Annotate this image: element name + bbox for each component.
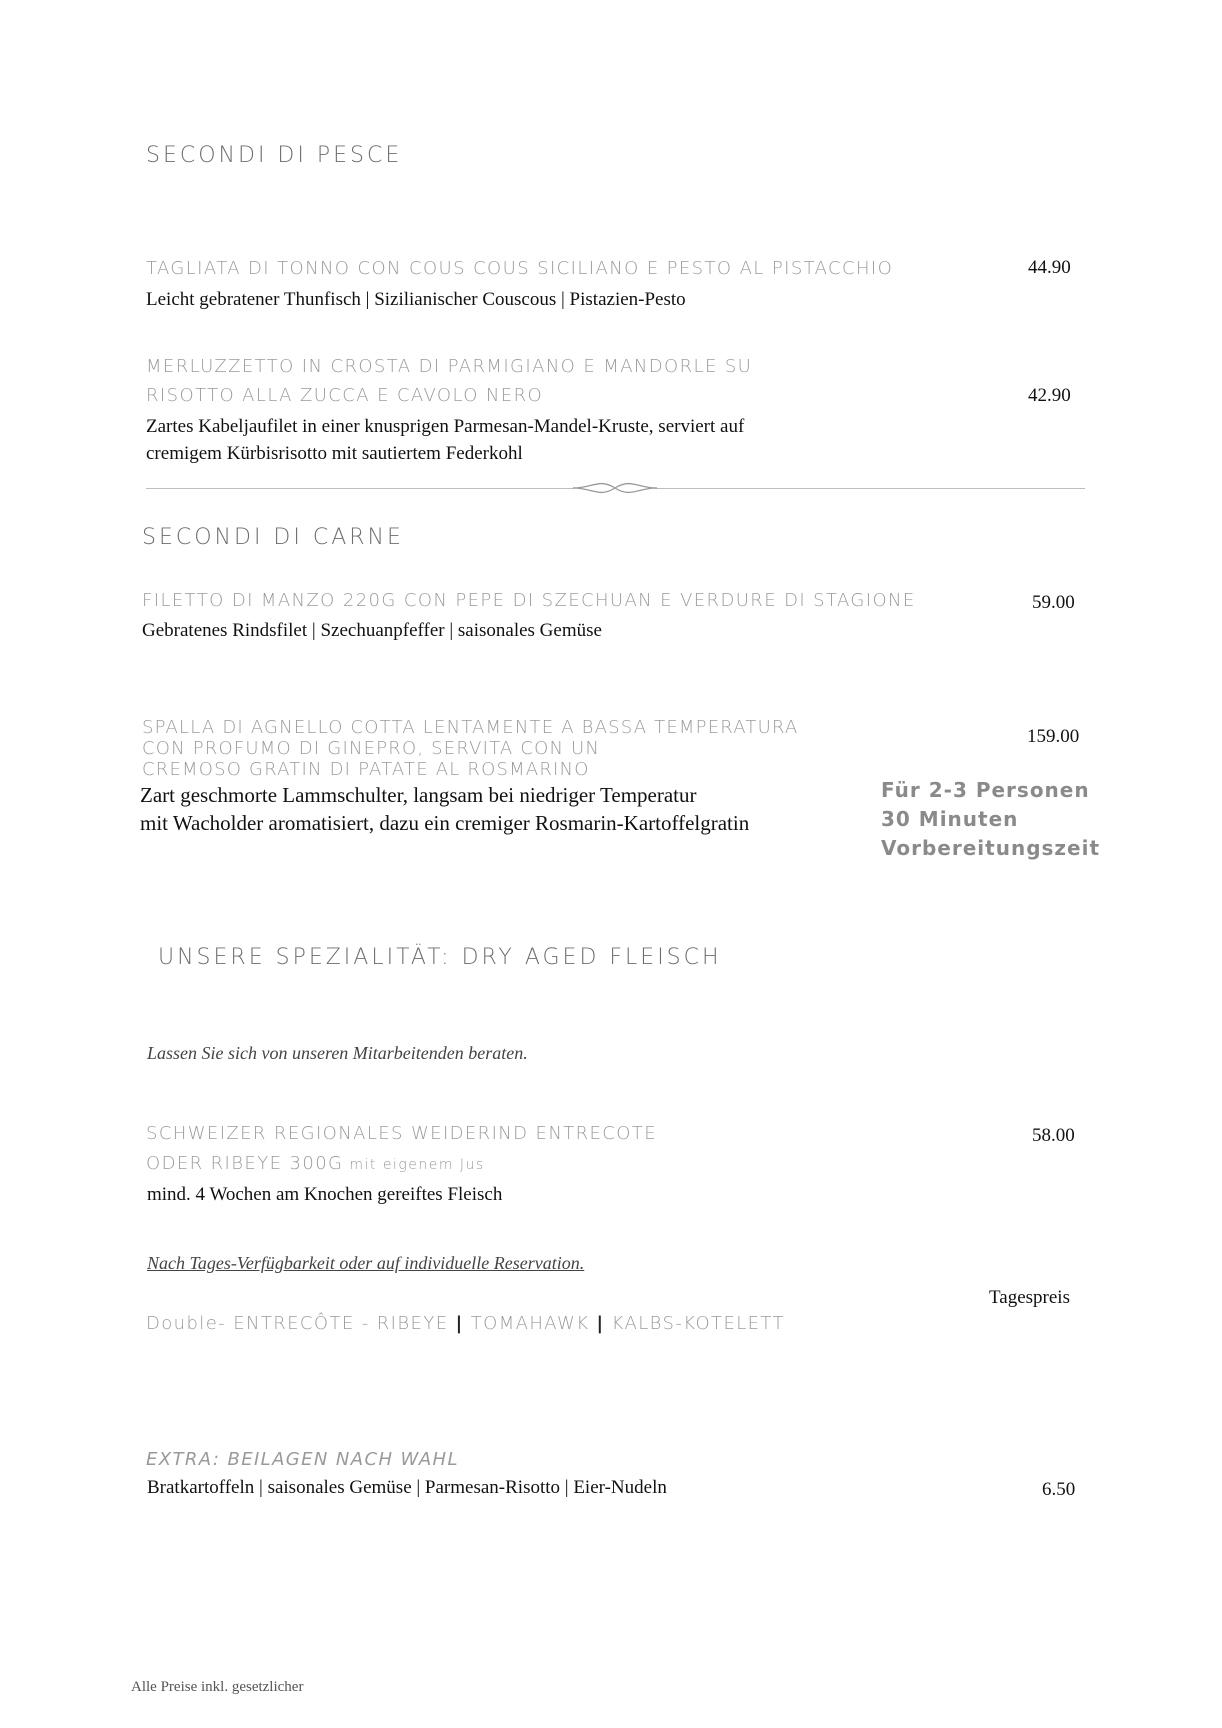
section-title-dry-aged: UNSERE SPEZIALITÄT: DRY AGED FLEISCH	[158, 945, 722, 970]
desc-agnello-line2: mit Wacholder aromatisiert, dazu ein cremiger Rosmarin-Kartoffelgratin	[140, 811, 750, 835]
desc-merluzzetto-line1: Zartes Kabeljaufilet in einer knusprigen Parmesan-Mandel-Kruste, serviert auf	[146, 416, 745, 437]
dish-title-entrecote-line1: SCHWEIZER REGIONALES WEIDERIND ENTRECOTE	[146, 1123, 657, 1144]
extra-price: 6.50	[1042, 1479, 1076, 1500]
extra-title: EXTRA: BEILAGEN NACH WAHL	[146, 1449, 459, 1470]
note-minutes: 30 Minuten	[881, 807, 1019, 831]
dish-title-tonno: TAGLIATA DI TONNO CON COUS COUS SICILIANO E PESTO AL PISTACCHIO	[146, 258, 894, 279]
desc-agnello-line1: Zart geschmorte Lammschulter, langsam bei niedriger Temperatur	[140, 783, 697, 807]
cuts-list: Double- ENTRECÔTE - RIBEYE | TOMAHAWK | KALBS-KOTELETT	[146, 1313, 785, 1334]
extra-desc: Bratkartoffeln | saisonales Gemüse | Parmesan-Risotto | Eier-Nudeln	[147, 1477, 667, 1498]
crossed-lines-ornament-icon	[573, 476, 657, 500]
price-entrecote: 58.00	[1032, 1125, 1075, 1146]
dish-title-merluzzetto-line1: MERLUZZETTO IN CROSTA DI PARMIGIANO E MANDORLE SU	[146, 356, 753, 377]
section-title-carne: SECONDI DI CARNE	[142, 525, 404, 550]
desc-merluzzetto-line2: cremigem Kürbisrisotto mit sautiertem Federkohl	[146, 443, 523, 464]
desc-filetto: Gebratenes Rindsfilet | Szechuanpfeffer | saisonales Gemüse	[142, 620, 602, 641]
price-filetto: 59.00	[1032, 592, 1075, 613]
desc-entrecote: mind. 4 Wochen am Knochen gereiftes Fleisch	[147, 1184, 503, 1205]
price-merluzzetto: 42.90	[1028, 385, 1071, 406]
note-preparation: Vorbereitungszeit	[881, 836, 1101, 860]
availability-note: Nach Tages-Verfügbarkeit oder auf individuelle Reservation.	[147, 1253, 585, 1273]
dish-title-filetto: FILETTO DI MANZO 220G CON PEPE DI SZECHUAN E VERDURE DI STAGIONE	[142, 590, 916, 611]
footer-note: Alle Preise inkl. gesetzlicher	[131, 1679, 304, 1695]
dish-title-agnello-line1: SPALLA DI AGNELLO COTTA LENTAMENTE A BASSA TEMPERATURA	[142, 717, 799, 738]
daily-price: Tagespreis	[989, 1287, 1070, 1308]
dish-title-agnello-line3: CREMOSO GRATIN DI PATATE AL ROSMARINO	[142, 759, 590, 780]
dish-title-entrecote-line2: ODER RIBEYE 300G mit eigenem Jus	[146, 1153, 485, 1174]
section-title-pesce: SECONDI DI PESCE	[146, 143, 403, 168]
price-tonno: 44.90	[1028, 257, 1071, 278]
dish-title-merluzzetto-line2: RISOTTO ALLA ZUCCA E CAVOLO NERO	[146, 385, 544, 406]
dish-title-agnello-line2: CON PROFUMO DI GINEPRO, SERVITA CON UN	[142, 738, 601, 759]
price-agnello: 159.00	[1027, 726, 1080, 747]
desc-tonno: Leicht gebratener Thunfisch | Sizilianischer Couscous | Pistazien-Pesto	[146, 289, 686, 310]
advice-text: Lassen Sie sich von unseren Mitarbeitenden beraten.	[147, 1043, 528, 1063]
note-persons: Für 2-3 Personen	[881, 778, 1090, 802]
